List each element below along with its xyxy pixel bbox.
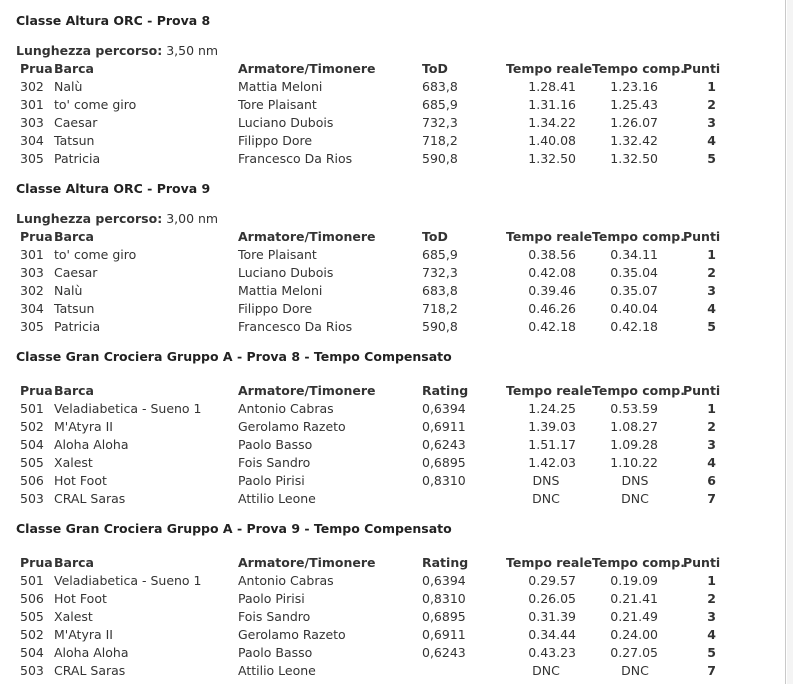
table-row — [16, 282, 786, 300]
cell-armatore: Antonio Cabras — [238, 573, 334, 588]
cell-punti: 4 — [707, 627, 716, 642]
cell-tempo-comp: 0.19.09 — [610, 573, 658, 588]
table-row — [16, 418, 786, 436]
table-header — [16, 382, 786, 400]
header-rating: Rating — [422, 555, 469, 570]
section-title: Classe Altura ORC - Prova 8 — [16, 13, 211, 28]
cell-punti: 3 — [707, 283, 716, 298]
cell-punti: 5 — [707, 151, 716, 166]
header-armatore: Armatore/Timonere — [238, 229, 376, 244]
cell-armatore: Paolo Pirisi — [238, 591, 305, 606]
cell-tod: 732,3 — [422, 115, 458, 130]
cell-armatore: Paolo Pirisi — [238, 473, 305, 488]
cell-tempo-comp: 1.32.42 — [610, 133, 658, 148]
cell-tod: 590,8 — [422, 151, 458, 166]
cell-punti: 3 — [707, 437, 716, 452]
table-row — [16, 608, 786, 626]
cell-barca: CRAL Saras — [54, 663, 126, 678]
section-altura-prova-8 — [16, 12, 786, 168]
cell-barca: Aloha Aloha — [54, 437, 129, 452]
course-length-label: Lunghezza percorso: — [16, 43, 163, 58]
cell-prua: 506 — [20, 473, 44, 488]
cell-tempo-reale: 1.39.03 — [528, 419, 576, 434]
cell-tempo-comp: 1.23.16 — [610, 79, 658, 94]
cell-punti: 7 — [707, 663, 716, 678]
section-gran-crociera-prova-9 — [16, 520, 786, 680]
cell-tempo-reale: DNC — [532, 491, 560, 506]
cell-tod: 0,6394 — [422, 573, 466, 588]
cell-tempo-reale: 0.43.23 — [528, 645, 576, 660]
cell-tod: 0,6394 — [422, 401, 466, 416]
cell-tempo-comp: 0.53.59 — [610, 401, 658, 416]
cell-punti: 1 — [707, 79, 716, 94]
cell-barca: to' come giro — [54, 247, 137, 262]
cell-tempo-comp: 1.25.43 — [610, 97, 658, 112]
cell-tempo-reale: 1.42.03 — [528, 455, 576, 470]
table-row — [16, 150, 786, 168]
table-header — [16, 228, 786, 246]
cell-tempo-reale: 0.38.56 — [528, 247, 576, 262]
course-length-value: 3,50 nm — [166, 43, 219, 58]
cell-tempo-comp: DNC — [621, 491, 649, 506]
cell-punti: 2 — [707, 265, 716, 280]
cell-prua: 503 — [20, 491, 44, 506]
cell-tempo-reale: 0.29.57 — [528, 573, 576, 588]
header-rating: Rating — [422, 383, 469, 398]
cell-prua: 502 — [20, 627, 44, 642]
cell-punti: 2 — [707, 591, 716, 606]
cell-armatore: Filippo Dore — [238, 301, 313, 316]
cell-tempo-comp: 0.35.04 — [610, 265, 658, 280]
cell-tempo-reale: 0.42.08 — [528, 265, 576, 280]
header-tempo-reale: Tempo reale — [506, 555, 593, 570]
cell-prua: 303 — [20, 115, 44, 130]
header-barca: Barca — [54, 383, 94, 398]
cell-prua: 302 — [20, 79, 44, 94]
header-tempo-reale: Tempo reale — [506, 61, 593, 76]
header-tod: ToD — [422, 229, 448, 244]
right-border-strip — [787, 0, 793, 684]
course-length — [16, 42, 786, 60]
cell-armatore: Attilio Leone — [238, 491, 316, 506]
cell-tempo-comp: 0.21.41 — [610, 591, 658, 606]
cell-tempo-reale: 1.34.22 — [528, 115, 576, 130]
table-body — [16, 246, 786, 336]
cell-barca: Aloha Aloha — [54, 645, 129, 660]
cell-tod: 590,8 — [422, 319, 458, 334]
cell-tempo-reale: 1.51.17 — [528, 437, 576, 452]
cell-armatore: Filippo Dore — [238, 133, 313, 148]
cell-punti: 2 — [707, 419, 716, 434]
cell-tempo-comp: 0.35.07 — [610, 283, 658, 298]
cell-barca: Nalù — [54, 283, 83, 298]
table-row — [16, 662, 786, 680]
cell-tod: 0,8310 — [422, 591, 466, 606]
table-header — [16, 60, 786, 78]
cell-tod: 683,8 — [422, 283, 458, 298]
cell-barca: CRAL Saras — [54, 491, 126, 506]
cell-tempo-comp: 0.40.04 — [610, 301, 658, 316]
header-punti: Punti — [683, 555, 721, 570]
cell-tempo-reale: 0.31.39 — [528, 609, 576, 624]
cell-tempo-comp: DNS — [621, 473, 649, 488]
cell-barca: Caesar — [54, 115, 98, 130]
section-title: Classe Gran Crociera Gruppo A - Prova 9 - Tempo Compensato — [16, 521, 452, 536]
cell-prua: 504 — [20, 645, 44, 660]
cell-armatore: Paolo Basso — [238, 437, 313, 452]
header-armatore: Armatore/Timonere — [238, 61, 376, 76]
cell-prua: 303 — [20, 265, 44, 280]
cell-tod: 718,2 — [422, 133, 458, 148]
cell-armatore: Francesco Da Rios — [238, 319, 353, 334]
cell-tod: 685,9 — [422, 97, 458, 112]
table-row — [16, 644, 786, 662]
cell-armatore: Antonio Cabras — [238, 401, 334, 416]
cell-prua: 506 — [20, 591, 44, 606]
cell-barca: to' come giro — [54, 97, 137, 112]
cell-tod: 0,6911 — [422, 419, 466, 434]
cell-tempo-reale: 0.39.46 — [528, 283, 576, 298]
cell-armatore: Mattia Meloni — [238, 283, 323, 298]
cell-tempo-reale: 1.31.16 — [528, 97, 576, 112]
table-row — [16, 590, 786, 608]
cell-prua: 301 — [20, 247, 44, 262]
cell-tempo-reale: 0.46.26 — [528, 301, 576, 316]
cell-tod: 0,6243 — [422, 645, 466, 660]
cell-barca: Nalù — [54, 79, 83, 94]
header-barca: Barca — [54, 229, 94, 244]
cell-tempo-reale: DNS — [532, 473, 560, 488]
section-title: Classe Gran Crociera Gruppo A - Prova 8 - Tempo Compensato — [16, 349, 452, 364]
cell-prua: 502 — [20, 419, 44, 434]
header-tempo-comp: Tempo comp. — [592, 555, 685, 570]
cell-armatore: Luciano Dubois — [238, 115, 334, 130]
header-punti: Punti — [683, 229, 721, 244]
cell-tempo-comp: 1.26.07 — [610, 115, 658, 130]
cell-tempo-reale: DNC — [532, 663, 560, 678]
cell-barca: Patricia — [54, 319, 101, 334]
cell-punti: 5 — [707, 319, 716, 334]
cell-tempo-reale: 0.26.05 — [528, 591, 576, 606]
cell-barca: Veladiabetica - Sueno 1 — [54, 401, 202, 416]
header-punti: Punti — [683, 61, 721, 76]
section-title: Classe Altura ORC - Prova 9 — [16, 181, 211, 196]
cell-armatore: Luciano Dubois — [238, 265, 334, 280]
table-body — [16, 78, 786, 168]
cell-punti: 3 — [707, 115, 716, 130]
cell-tempo-reale: 0.42.18 — [528, 319, 576, 334]
cell-tempo-comp: 0.42.18 — [610, 319, 658, 334]
cell-prua: 304 — [20, 133, 44, 148]
cell-prua: 302 — [20, 283, 44, 298]
cell-prua: 304 — [20, 301, 44, 316]
header-barca: Barca — [54, 61, 94, 76]
cell-tempo-reale: 1.40.08 — [528, 133, 576, 148]
header-armatore: Armatore/Timonere — [238, 555, 376, 570]
cell-punti: 1 — [707, 401, 716, 416]
section-gran-crociera-prova-8 — [16, 348, 786, 508]
header-tempo-comp: Tempo comp. — [592, 229, 685, 244]
table-row — [16, 300, 786, 318]
cell-tod: 0,6243 — [422, 437, 466, 452]
cell-prua: 504 — [20, 437, 44, 452]
cell-armatore: Gerolamo Razeto — [238, 627, 346, 642]
table-row — [16, 78, 786, 96]
cell-armatore: Tore Plaisant — [238, 247, 317, 262]
cell-tempo-comp: 1.32.50 — [610, 151, 658, 166]
table-row — [16, 572, 786, 590]
section-altura-prova-9 — [16, 180, 786, 336]
header-punti: Punti — [683, 383, 721, 398]
cell-armatore: Francesco Da Rios — [238, 151, 353, 166]
header-tempo-reale: Tempo reale — [506, 229, 593, 244]
cell-punti: 5 — [707, 645, 716, 660]
cell-tempo-comp: 1.09.28 — [610, 437, 658, 452]
table-row — [16, 400, 786, 418]
header-armatore: Armatore/Timonere — [238, 383, 376, 398]
cell-punti: 4 — [707, 455, 716, 470]
header-prua: Prua — [20, 61, 53, 76]
cell-barca: Veladiabetica - Sueno 1 — [54, 573, 202, 588]
cell-tempo-reale: 1.24.25 — [528, 401, 576, 416]
cell-prua: 305 — [20, 151, 44, 166]
cell-armatore: Gerolamo Razeto — [238, 419, 346, 434]
header-tempo-comp: Tempo comp. — [592, 61, 685, 76]
cell-punti: 1 — [707, 247, 716, 262]
cell-tempo-comp: 0.24.00 — [610, 627, 658, 642]
cell-punti: 6 — [707, 473, 716, 488]
cell-tempo-reale: 1.32.50 — [528, 151, 576, 166]
cell-armatore: Attilio Leone — [238, 663, 316, 678]
cell-barca: Hot Foot — [54, 591, 107, 606]
header-tempo-reale: Tempo reale — [506, 383, 593, 398]
cell-barca: Hot Foot — [54, 473, 107, 488]
cell-prua: 305 — [20, 319, 44, 334]
table-row — [16, 264, 786, 282]
cell-armatore: Tore Plaisant — [238, 97, 317, 112]
cell-punti: 7 — [707, 491, 716, 506]
header-prua: Prua — [20, 229, 53, 244]
table-row — [16, 626, 786, 644]
table-row — [16, 114, 786, 132]
cell-prua: 501 — [20, 401, 44, 416]
cell-armatore: Fois Sandro — [238, 455, 311, 470]
cell-barca: M'Atyra II — [54, 627, 113, 642]
cell-prua: 505 — [20, 455, 44, 470]
table-header — [16, 554, 786, 572]
cell-tempo-reale: 1.28.41 — [528, 79, 576, 94]
cell-tempo-comp: 0.27.05 — [610, 645, 658, 660]
table-body — [16, 400, 786, 508]
cell-barca: Tatsun — [54, 301, 95, 316]
cell-tod: 718,2 — [422, 301, 458, 316]
table-row — [16, 436, 786, 454]
cell-tempo-comp: 0.21.49 — [610, 609, 658, 624]
table-row — [16, 454, 786, 472]
header-prua: Prua — [20, 555, 53, 570]
cell-barca: Xalest — [54, 455, 93, 470]
cell-punti: 4 — [707, 301, 716, 316]
header-prua: Prua — [20, 383, 53, 398]
cell-punti: 1 — [707, 573, 716, 588]
cell-prua: 501 — [20, 573, 44, 588]
cell-prua: 505 — [20, 609, 44, 624]
cell-punti: 4 — [707, 133, 716, 148]
table-row — [16, 246, 786, 264]
cell-prua: 301 — [20, 97, 44, 112]
cell-armatore: Mattia Meloni — [238, 79, 323, 94]
cell-tempo-comp: 0.34.11 — [610, 247, 658, 262]
header-tod: ToD — [422, 61, 448, 76]
course-length-label: Lunghezza percorso: — [16, 211, 163, 226]
cell-tempo-comp: 1.10.22 — [610, 455, 658, 470]
cell-barca: M'Atyra II — [54, 419, 113, 434]
cell-tod: 0,6895 — [422, 609, 466, 624]
cell-tod: 685,9 — [422, 247, 458, 262]
cell-tempo-comp: DNC — [621, 663, 649, 678]
cell-tod: 0,6895 — [422, 455, 466, 470]
cell-tod: 0,6911 — [422, 627, 466, 642]
cell-tod: 683,8 — [422, 79, 458, 94]
cell-armatore: Fois Sandro — [238, 609, 311, 624]
cell-punti: 3 — [707, 609, 716, 624]
course-length-value: 3,00 nm — [166, 211, 219, 226]
cell-barca: Tatsun — [54, 133, 95, 148]
table-row — [16, 96, 786, 114]
table-row — [16, 132, 786, 150]
cell-barca: Caesar — [54, 265, 98, 280]
cell-tod: 732,3 — [422, 265, 458, 280]
header-tempo-comp: Tempo comp. — [592, 383, 685, 398]
table-row — [16, 490, 786, 508]
cell-punti: 2 — [707, 97, 716, 112]
course-length — [16, 210, 786, 228]
cell-armatore: Paolo Basso — [238, 645, 313, 660]
cell-barca: Patricia — [54, 151, 101, 166]
cell-prua: 503 — [20, 663, 44, 678]
table-body — [16, 572, 786, 680]
header-barca: Barca — [54, 555, 94, 570]
table-row — [16, 318, 786, 336]
cell-tempo-comp: 1.08.27 — [610, 419, 658, 434]
table-row — [16, 472, 786, 490]
cell-barca: Xalest — [54, 609, 93, 624]
cell-tempo-reale: 0.34.44 — [528, 627, 576, 642]
cell-tod: 0,8310 — [422, 473, 466, 488]
